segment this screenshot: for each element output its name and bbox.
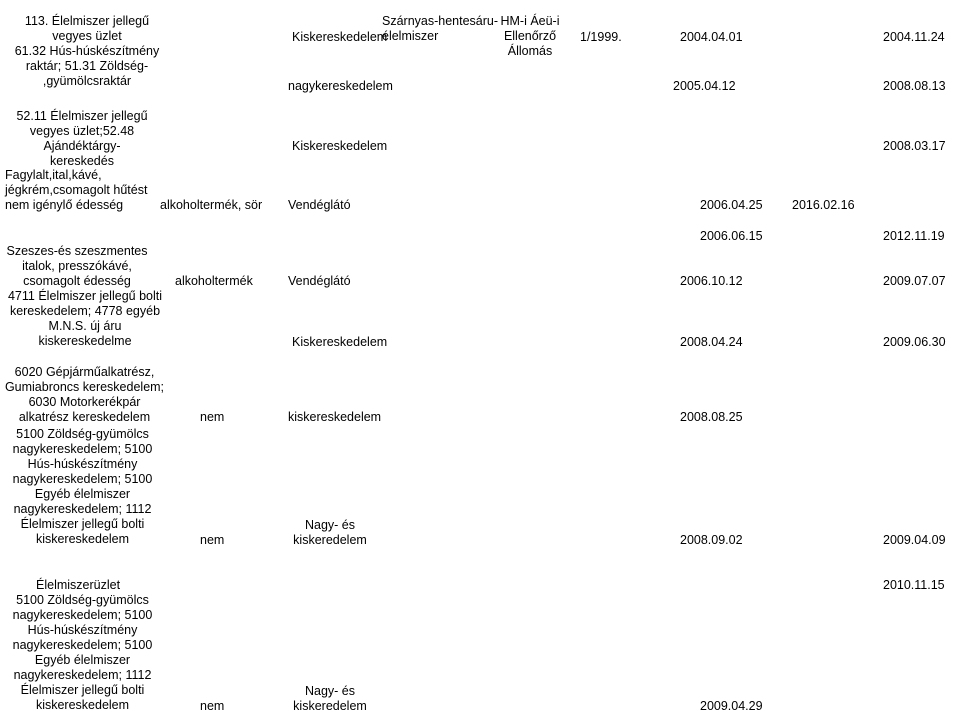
activity-line: nagykereskedelem; 5100 xyxy=(12,472,153,486)
activity-line: nagykereskedelem; 1112 xyxy=(13,668,152,682)
type-line: kiskeredelem xyxy=(293,533,367,547)
row7-title-end: 2010.11.15 xyxy=(883,578,945,592)
row7-title: Élelmiszerüzlet xyxy=(36,578,121,592)
activity-line: vegyes üzlet;52.48 xyxy=(29,124,135,138)
row2-start: 2006.04.25 xyxy=(700,198,763,212)
activity-line: ,gyümölcsraktár xyxy=(42,74,132,88)
activity-line: csomagolt édesség xyxy=(23,274,131,288)
row0-code: 1/1999. xyxy=(580,30,622,44)
activity-line: alkatrész kereskedelem xyxy=(18,410,151,424)
row3-end: 2009.07.07 xyxy=(883,274,946,288)
row2-end: 2016.02.16 xyxy=(792,198,855,212)
row0-type: Kiskereskedelem xyxy=(292,30,388,44)
row3-activity xyxy=(2,244,152,289)
row6-end: 2009.04.09 xyxy=(883,533,946,547)
row3-start: 2006.10.12 xyxy=(680,274,743,288)
activity-line: Egyéb élelmiszer xyxy=(34,653,131,667)
row4-activity xyxy=(0,289,170,349)
activity-line: Ajándéktárgy-kereskedés xyxy=(43,139,121,168)
activity-line: 6030 Motorkerékpár xyxy=(28,395,141,409)
row1-end: 2008.03.17 xyxy=(883,139,946,153)
activity-line: 4711 Élelmiszer jellegű bolti xyxy=(7,289,163,303)
activity-line: 5100 Zöldség-gyümölcs xyxy=(16,427,149,441)
activity-line: nagykereskedelem; 5100 xyxy=(12,638,153,652)
row0-type2: nagykereskedelem xyxy=(288,79,393,93)
row6-type xyxy=(290,518,370,548)
activity-line: jégkrém,csomagolt hűtést xyxy=(5,183,148,197)
activity-line: Élelmiszer jellegű bolti xyxy=(20,517,145,531)
activity-line: Hús-húskészítmény xyxy=(27,457,138,471)
row1-type: Kiskereskedelem xyxy=(292,139,388,153)
row5-type: kiskereskedelem xyxy=(288,410,382,424)
activity-line: kereskedelem; 4778 egyéb xyxy=(9,304,161,318)
row7-type xyxy=(290,684,370,714)
activity-line: vegyes üzlet xyxy=(52,29,122,43)
row5-activity xyxy=(2,365,167,425)
activity-line: 5100 Zöldség-gyümölcs xyxy=(16,593,149,607)
type-line: kiskeredelem xyxy=(293,699,367,713)
row0-authority2 xyxy=(480,14,580,59)
activity-line: raktár; 51.31 Zöldség- xyxy=(25,59,149,73)
activity-line: Gumiabroncs kereskedelem; xyxy=(4,380,165,394)
authority2-line: HM-i Áeü-i xyxy=(500,14,560,28)
row3-top-start: 2006.06.15 xyxy=(700,229,763,243)
activity-line: Élelmiszer jellegű bolti xyxy=(20,683,145,697)
row6-start: 2008.09.02 xyxy=(680,533,743,547)
activity-line: Fagylalt,ital,kávé, xyxy=(5,168,102,182)
activity-line: nagykereskedelem; 5100 xyxy=(12,442,153,456)
row3-product: alkoholtermék xyxy=(175,274,253,288)
activity-line: Egyéb élelmiszer xyxy=(34,487,131,501)
row2-type: Vendéglátó xyxy=(288,198,351,212)
activity-line: M.N.S. új áru xyxy=(48,319,122,333)
row3-top-end: 2012.11.19 xyxy=(883,229,945,243)
row0-end2: 2008.08.13 xyxy=(883,79,946,93)
activity-line: 61.32 Hús-húskészítmény xyxy=(14,44,160,58)
activity-line: italok, presszókávé, xyxy=(22,259,132,273)
row7-start: 2009.04.29 xyxy=(700,699,763,713)
row4-type: Kiskereskedelem xyxy=(292,335,388,349)
row6-product: nem xyxy=(200,533,225,547)
type-line: Nagy- és xyxy=(304,684,356,698)
activity-line: kiskereskedelme xyxy=(38,334,132,348)
type-line: Nagy- és xyxy=(304,518,356,532)
authority-line: Szárnyas-hentesáru- xyxy=(382,14,499,28)
activity-line: kiskereskedelem xyxy=(35,698,130,712)
row5-product: nem xyxy=(200,410,225,424)
row6-activity xyxy=(10,427,155,547)
row2-activity xyxy=(5,168,147,213)
row0-end: 2004.11.24 xyxy=(883,30,945,44)
row0-activity xyxy=(12,14,162,89)
authority2-line: Ellenőrző Állomás xyxy=(503,29,557,58)
row0-start: 2004.04.01 xyxy=(680,30,743,44)
activity-line: 113. Élelmiszer jellegű xyxy=(24,14,150,28)
row4-start: 2008.04.24 xyxy=(680,335,743,349)
row1-activity xyxy=(12,109,152,169)
activity-line: kiskereskedelem xyxy=(35,532,130,546)
row7-product: nem xyxy=(200,699,225,713)
row7-activity xyxy=(10,593,155,713)
activity-line: Szeszes-és szeszmentes xyxy=(6,244,148,258)
row0-start2: 2005.04.12 xyxy=(673,79,736,93)
row2-product: alkoholtermék, sör xyxy=(160,198,263,212)
activity-line: Hús-húskészítmény xyxy=(27,623,138,637)
activity-line: nagykereskedelem; 1112 xyxy=(13,502,152,516)
row5-start: 2008.08.25 xyxy=(680,410,743,424)
activity-line: nem igénylő édesség xyxy=(5,198,124,212)
row3-type: Vendéglátó xyxy=(288,274,351,288)
row4-end: 2009.06.30 xyxy=(883,335,946,349)
activity-line: 52.11 Élelmiszer jellegű xyxy=(16,109,148,123)
activity-line: nagykereskedelem; 5100 xyxy=(12,608,153,622)
authority-line: élelmiszer xyxy=(382,29,439,43)
activity-line: 6020 Gépjárműalkatrész, xyxy=(14,365,155,379)
